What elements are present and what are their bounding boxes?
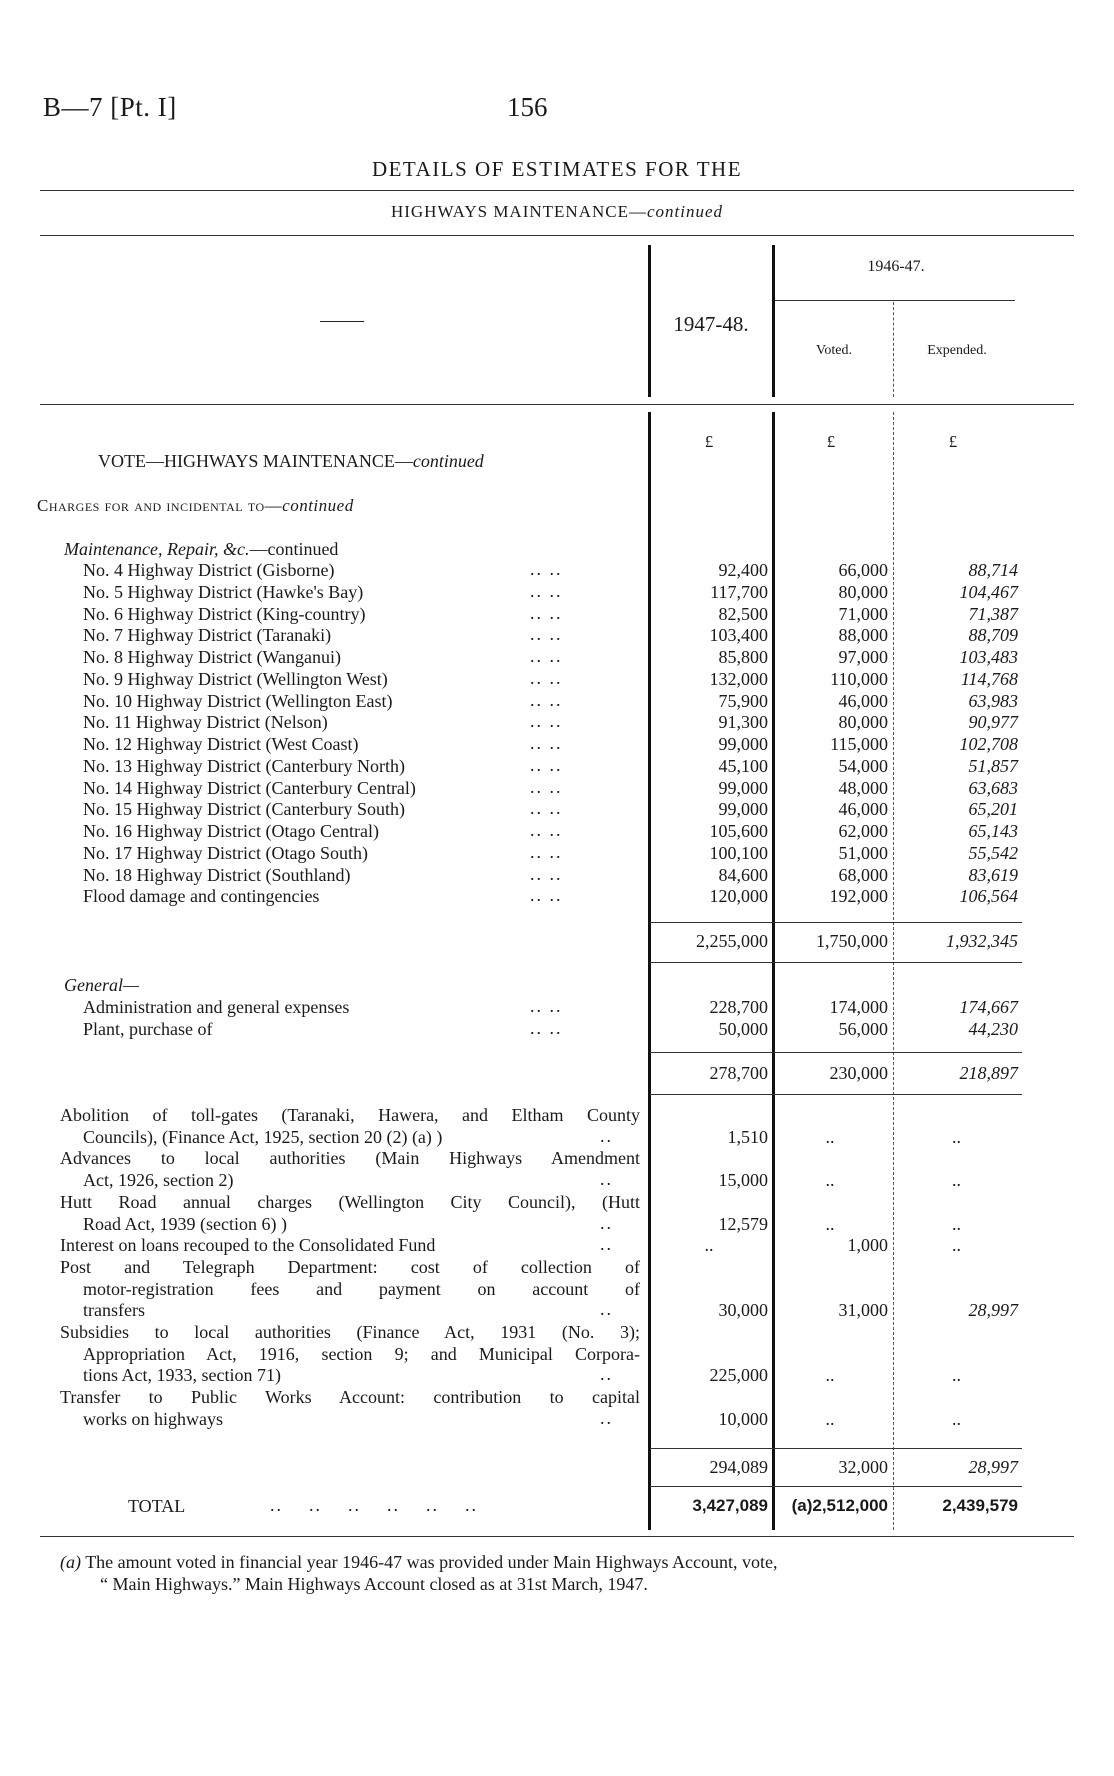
district-row-label: No. 8 Highway District (Wanganui) (83, 647, 341, 667)
district-row-label: No. 9 Highway District (Wellington West) (83, 668, 388, 689)
other-row-label-line: tions Act, 1933, section 71) (83, 1365, 281, 1386)
title-rule (40, 190, 1074, 191)
column-header-1947-48: 1947-48. (673, 312, 749, 336)
column-header-1946-47: 1946-47. (867, 258, 925, 275)
column-divider-3 (893, 412, 894, 1530)
district-row-voted: 46,000 (838, 690, 888, 711)
subtitle-continued: continued (646, 202, 724, 221)
general-row-voted: 56,000 (838, 1019, 888, 1039)
subtotal-2-rule (650, 1052, 1022, 1053)
total-expended: 2,439,579 (942, 1496, 1018, 1515)
subtotal-1-1947-48: 2,255,000 (696, 931, 768, 951)
other-row-label-line: Road Act, 1939 (section 6) ) (83, 1213, 287, 1234)
leader-dots: .. .. (530, 624, 563, 645)
subtotal-3-expended: 28,997 (968, 1457, 1018, 1477)
leader-dots: .. .. (530, 885, 563, 906)
district-row-voted: 54,000 (838, 755, 888, 776)
district-row-label: No. 11 Highway District (Nelson) (83, 712, 328, 733)
other-row-voted: .. (825, 1126, 835, 1147)
district-row-1947-48: 99,000 (718, 777, 768, 798)
column-divider-1-header (648, 245, 651, 397)
general-row-1947-48: 50,000 (718, 1019, 768, 1039)
other-row-label-line: Appropriation Act, 1916, section 9; and Municipal Corpora- (83, 1343, 640, 1364)
district-row-voted: 192,000 (829, 886, 888, 907)
page-subtitle (0, 202, 1114, 222)
subtotal-2-1947-48: 278,700 (709, 1063, 768, 1083)
district-row-expended: 65,143 (968, 821, 1018, 841)
district-row-label: No. 6 Highway District (King-country) (83, 603, 366, 624)
leader-dots: .. .. (530, 798, 563, 819)
district-row-voted: 48,000 (838, 777, 888, 798)
district-row-label: No. 16 Highway District (Otago Central) (83, 821, 379, 841)
total-leader-dots: .. .. .. .. .. .. (270, 1495, 478, 1515)
district-row-1947-48: 103,400 (709, 625, 768, 646)
other-row-1947-48: 12,579 (718, 1213, 768, 1234)
district-row-voted: 97,000 (838, 647, 888, 667)
other-row-1947-48: .. (704, 1235, 714, 1256)
header-rule-bottom (40, 404, 1074, 405)
page-number: 156 (507, 92, 548, 122)
district-row-voted: 80,000 (838, 712, 888, 733)
page-title: DETAILS OF ESTIMATES FOR THE (371, 157, 743, 181)
total-label: TOTAL (128, 1496, 186, 1516)
district-row-label: No. 7 Highway District (Taranaki) (83, 625, 332, 646)
district-row-voted: 51,000 (838, 842, 888, 863)
other-row-expended: .. (952, 1170, 961, 1191)
subtotal-1-expended: 1,932,345 (946, 931, 1018, 951)
district-row-1947-48: 120,000 (709, 886, 768, 907)
district-row-label: No. 17 Highway District (Otago South) (83, 842, 368, 863)
other-row-voted: 1,000 (847, 1235, 888, 1256)
leader-dots: .. .. (530, 602, 563, 623)
other-row-label-line: Councils), (Finance Act, 1925, section 20 (2) (a) ) (83, 1126, 443, 1147)
district-row-expended: 102,708 (959, 734, 1018, 754)
leader-dots: .. .. (530, 689, 563, 710)
other-row-label-line: Transfer to Public Works Account: contribution to capital (60, 1387, 640, 1408)
subtotal-3-1947-48: 294,089 (709, 1457, 768, 1477)
district-row-1947-48: 100,100 (709, 842, 768, 863)
district-row-expended: 51,857 (968, 755, 1018, 776)
district-row-label: Flood damage and contingencies (83, 886, 320, 907)
charges-heading (37, 495, 354, 517)
leader-dots: .. .. (530, 733, 563, 753)
other-row-label-line: Hutt Road annual charges (Wellington City Council), (Hutt (60, 1191, 640, 1212)
general-row-1947-48: 228,700 (709, 997, 768, 1017)
district-row-expended: 65,201 (968, 799, 1018, 820)
other-row-label-line: Act, 1926, section 2) (83, 1170, 234, 1191)
other-row-label-line: works on highways (83, 1408, 223, 1429)
other-row-expended: 28,997 (968, 1300, 1018, 1321)
district-row-expended: 114,768 (960, 668, 1018, 689)
maintenance-heading (64, 538, 338, 560)
column-header-voted: Voted. (816, 343, 852, 358)
other-row-expended: .. (952, 1365, 961, 1386)
total-voted: (a)2,512,000 (791, 1496, 888, 1515)
district-row-1947-48: 92,400 (718, 560, 768, 580)
leader-dots: .. .. (530, 820, 563, 840)
district-row-expended: 90,977 (968, 712, 1018, 733)
subtotal-3-rule-bottom (650, 1486, 1022, 1487)
district-row-voted: 115,000 (830, 734, 888, 754)
other-row-1947-48: 30,000 (718, 1300, 768, 1321)
district-row-voted: 62,000 (838, 821, 888, 841)
other-row-1947-48: 225,000 (709, 1365, 768, 1386)
leader-dots: .. .. (530, 754, 563, 775)
other-row-label-line: Abolition of toll-gates (Taranaki, Hawera, and Eltham County (60, 1105, 640, 1125)
charges-heading-continued: continued (282, 496, 354, 515)
leader-dots: .. (600, 1234, 613, 1255)
charges-heading-main: Charges for and incidental to— (37, 496, 283, 515)
subtotal-1-voted: 1,750,000 (816, 931, 888, 951)
footnote (60, 1551, 1060, 1595)
subtitle-main: HIGHWAYS MAINTENANCE— (390, 202, 647, 221)
unit-label-voted: £ (826, 432, 836, 451)
district-row-1947-48: 85,800 (718, 647, 768, 667)
leader-dots: .. .. (530, 776, 563, 797)
district-row-voted: 46,000 (838, 799, 888, 820)
subtotal-3-rule (650, 1448, 1022, 1449)
district-row-1947-48: 117,700 (710, 581, 768, 602)
district-row-label: No. 18 Highway District (Southland) (83, 864, 351, 885)
other-row-label-line: Advances to local authorities (Main Highways Amendment (60, 1148, 640, 1169)
leader-dots: .. .. (530, 996, 563, 1016)
district-row-label: No. 14 Highway District (Canterbury Central) (83, 777, 416, 798)
leader-dots: .. (600, 1169, 613, 1190)
district-row-expended: 83,619 (968, 864, 1018, 885)
district-row-expended: 71,387 (968, 603, 1018, 624)
district-row-expended: 104,467 (959, 581, 1018, 602)
general-row-voted: 174,000 (829, 997, 888, 1017)
other-row-expended: .. (952, 1126, 961, 1147)
district-row-label: No. 12 Highway District (West Coast) (83, 734, 359, 754)
district-row-1947-48: 75,900 (718, 690, 768, 711)
leader-dots: .. .. (530, 863, 563, 884)
subtotal-1-rule-bottom (650, 962, 1022, 963)
district-row-expended: 63,983 (968, 690, 1018, 711)
other-row-label-line: Post and Telegraph Department: cost of collection of (60, 1256, 640, 1277)
district-row-voted: 66,000 (838, 560, 888, 580)
footnote-marker: (a) (60, 1552, 81, 1572)
vote-heading-main: VOTE—HIGHWAYS MAINTENANCE— (98, 451, 413, 471)
district-row-1947-48: 82,500 (718, 603, 768, 624)
column-divider-3-header (893, 302, 894, 397)
district-row-expended: 88,714 (968, 560, 1018, 580)
total-1947-48: 3,427,089 (692, 1496, 768, 1515)
maintenance-heading-main: Maintenance, Repair, &c. (64, 539, 250, 559)
footnote-line-2: “ Main Highways.” Main Highways Account closed as at 31st March, 1947. (100, 1574, 648, 1594)
district-row-1947-48: 99,000 (718, 734, 768, 754)
subtotal-2-voted: 230,000 (829, 1063, 888, 1083)
district-row-expended: 103,483 (959, 647, 1018, 667)
district-row-1947-48: 99,000 (718, 799, 768, 820)
district-row-voted: 68,000 (838, 864, 888, 885)
other-row-voted: 31,000 (838, 1300, 888, 1321)
subtotal-2-rule-bottom (650, 1094, 1022, 1095)
district-row-voted: 110,000 (830, 668, 888, 689)
subtotal-2-expended: 218,897 (959, 1063, 1018, 1083)
other-row-label-line: Subsidies to local authorities (Finance Act, 1931 (No. 3); (60, 1322, 640, 1342)
general-row-expended: 174,667 (959, 997, 1018, 1017)
district-row-1947-48: 132,000 (709, 668, 768, 689)
other-row-label-line: Interest on loans recouped to the Consolidated Fund (60, 1235, 436, 1256)
leader-dots: .. (600, 1364, 613, 1385)
maintenance-heading-continued: —continued (249, 539, 339, 559)
document-reference: B—7 [Pt. I] (43, 92, 177, 122)
other-row-expended: .. (952, 1408, 961, 1429)
leader-dots: .. (600, 1212, 613, 1233)
other-row-expended: .. (952, 1235, 961, 1256)
leader-dots: .. .. (530, 580, 563, 601)
general-heading: General— (64, 975, 139, 995)
other-row-voted: .. (825, 1408, 835, 1429)
district-row-expended: 106,564 (959, 886, 1018, 907)
footnote-line-1: The amount voted in financial year 1946-47 was provided under Main Highways Account, vote, (85, 1552, 778, 1572)
leader-dots: .. (600, 1299, 613, 1320)
district-row-label: No. 10 Highway District (Wellington East) (83, 690, 393, 711)
header-rule-top (40, 235, 1074, 236)
subheader-rule (775, 300, 1015, 301)
other-row-1947-48: 1,510 (727, 1126, 768, 1147)
other-row-voted: .. (825, 1170, 835, 1191)
leader-dots: .. .. (530, 711, 563, 732)
vote-heading (98, 450, 484, 472)
other-row-label-line: motor-registration fees and payment on account of (83, 1278, 640, 1299)
district-row-voted: 71,000 (838, 603, 888, 624)
general-row-label: Plant, purchase of (83, 1019, 213, 1039)
subtotal-3-voted: 32,000 (838, 1457, 888, 1477)
district-row-label: No. 4 Highway District (Gisborne) (83, 560, 335, 580)
district-row-label: No. 15 Highway District (Canterbury South) (83, 799, 405, 820)
district-row-expended: 88,709 (968, 625, 1018, 646)
subtotal-1-rule (650, 922, 1022, 923)
district-row-voted: 88,000 (838, 625, 888, 646)
other-row-1947-48: 10,000 (718, 1408, 768, 1429)
column-header-expended: Expended. (927, 343, 987, 358)
general-row-label: Administration and general expenses (83, 997, 350, 1017)
other-row-voted: .. (825, 1213, 835, 1234)
leader-dots: .. .. (530, 646, 563, 666)
district-row-expended: 63,683 (968, 777, 1018, 798)
district-row-expended: 55,542 (968, 842, 1018, 863)
description-column-dash (320, 321, 364, 322)
leader-dots: .. (600, 1407, 613, 1428)
general-row-expended: 44,230 (968, 1019, 1018, 1039)
unit-label-1947-48: £ (704, 432, 714, 451)
leader-dots: .. (600, 1125, 613, 1146)
other-row-voted: .. (825, 1365, 835, 1386)
vote-heading-continued: continued (412, 451, 484, 471)
district-row-label: No. 13 Highway District (Canterbury North) (83, 755, 405, 776)
leader-dots: .. .. (530, 559, 563, 579)
other-row-label-line: transfers (83, 1300, 145, 1321)
footer-rule (40, 1536, 1074, 1537)
district-row-1947-48: 84,600 (718, 864, 768, 885)
district-row-1947-48: 105,600 (709, 821, 768, 841)
column-divider-2-header (772, 245, 775, 397)
other-row-expended: .. (952, 1213, 961, 1234)
district-row-label: No. 5 Highway District (Hawke's Bay) (83, 581, 364, 602)
leader-dots: .. .. (530, 1018, 563, 1038)
unit-label-expended: £ (948, 432, 958, 451)
district-row-voted: 80,000 (838, 581, 888, 602)
leader-dots: .. .. (530, 841, 563, 862)
leader-dots: .. .. (530, 667, 563, 688)
district-row-1947-48: 91,300 (718, 712, 768, 733)
other-row-1947-48: 15,000 (718, 1170, 768, 1191)
district-row-1947-48: 45,100 (718, 755, 768, 776)
